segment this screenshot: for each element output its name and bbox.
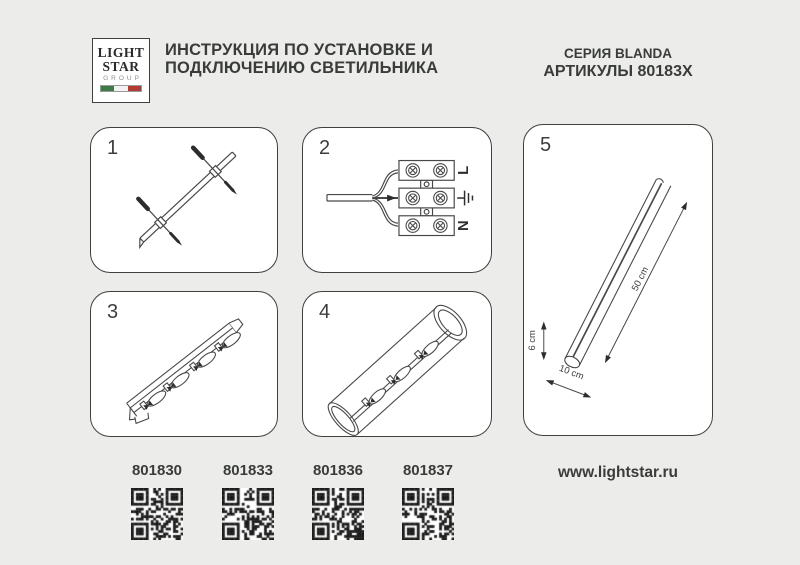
page-title	[165, 41, 438, 77]
wire-arrow	[387, 195, 396, 202]
title-line-2: ПОДКЛЮЧЕНИЮ СВЕТИЛЬНИКА	[165, 59, 439, 77]
articles-heading: АРТИКУЛЫ 80183X	[543, 63, 693, 80]
dimensions-diagram	[524, 125, 712, 435]
step-number-2: 2	[319, 137, 331, 159]
dim-length-label: 50 cm	[628, 264, 651, 293]
step-panel-4	[302, 291, 492, 437]
step-number-4: 4	[319, 301, 331, 323]
flag-segment-white	[114, 86, 127, 91]
step-panel-3	[90, 291, 278, 437]
terminal-label-neutral: N	[456, 220, 473, 231]
step-panel-1	[90, 127, 278, 273]
height-dimension	[526, 322, 547, 361]
article-item	[298, 462, 378, 540]
diffuser-assembly-diagram	[303, 292, 491, 436]
fixture-tube	[563, 177, 672, 370]
qr-code	[131, 488, 183, 540]
title-line-1: ИНСТРУКЦИЯ ПО УСТАНОВКЕ И	[165, 41, 434, 59]
article-item	[117, 462, 197, 540]
logo-flag-bar	[100, 85, 142, 92]
qr-code	[402, 488, 454, 540]
qr-code	[222, 488, 274, 540]
article-item	[208, 462, 288, 540]
dim-height-label: 6 cm	[525, 330, 537, 351]
series-label: СЕРИЯ BLANDA	[564, 46, 672, 61]
qr-code	[312, 488, 364, 540]
article-number: 801830	[131, 462, 183, 479]
ground-icon	[457, 191, 472, 206]
step-number-5: 5	[540, 134, 552, 156]
mounting-bar	[134, 151, 237, 248]
step-number-1: 1	[107, 137, 119, 159]
website-link: www.lightstar.ru	[558, 464, 678, 481]
flag-segment-red	[128, 86, 141, 91]
logo-word-star: STAR	[102, 58, 140, 74]
article-number: 801837	[402, 462, 454, 479]
step-panel-5	[523, 124, 713, 436]
bulbs	[140, 329, 243, 412]
logo-word-group: GROUP	[103, 75, 142, 82]
article-number: 801833	[222, 462, 274, 479]
wiring-diagram	[303, 128, 491, 272]
mounting-bracket-diagram	[91, 128, 277, 272]
terminal-block	[399, 161, 454, 236]
lightstar-logo	[92, 38, 150, 103]
lamp-installation-diagram	[91, 292, 277, 436]
flag-segment-green	[101, 86, 114, 91]
terminal-label-live: L	[456, 165, 473, 175]
dim-depth-label: 10 cm	[557, 362, 586, 382]
step-number-3: 3	[107, 301, 119, 323]
article-number: 801836	[312, 462, 364, 479]
depth-dimension	[545, 362, 593, 400]
article-item	[388, 462, 468, 540]
step-panel-2	[302, 127, 492, 273]
logo-word-light: LIGHT	[97, 45, 145, 60]
diffuser-tube	[323, 300, 472, 436]
